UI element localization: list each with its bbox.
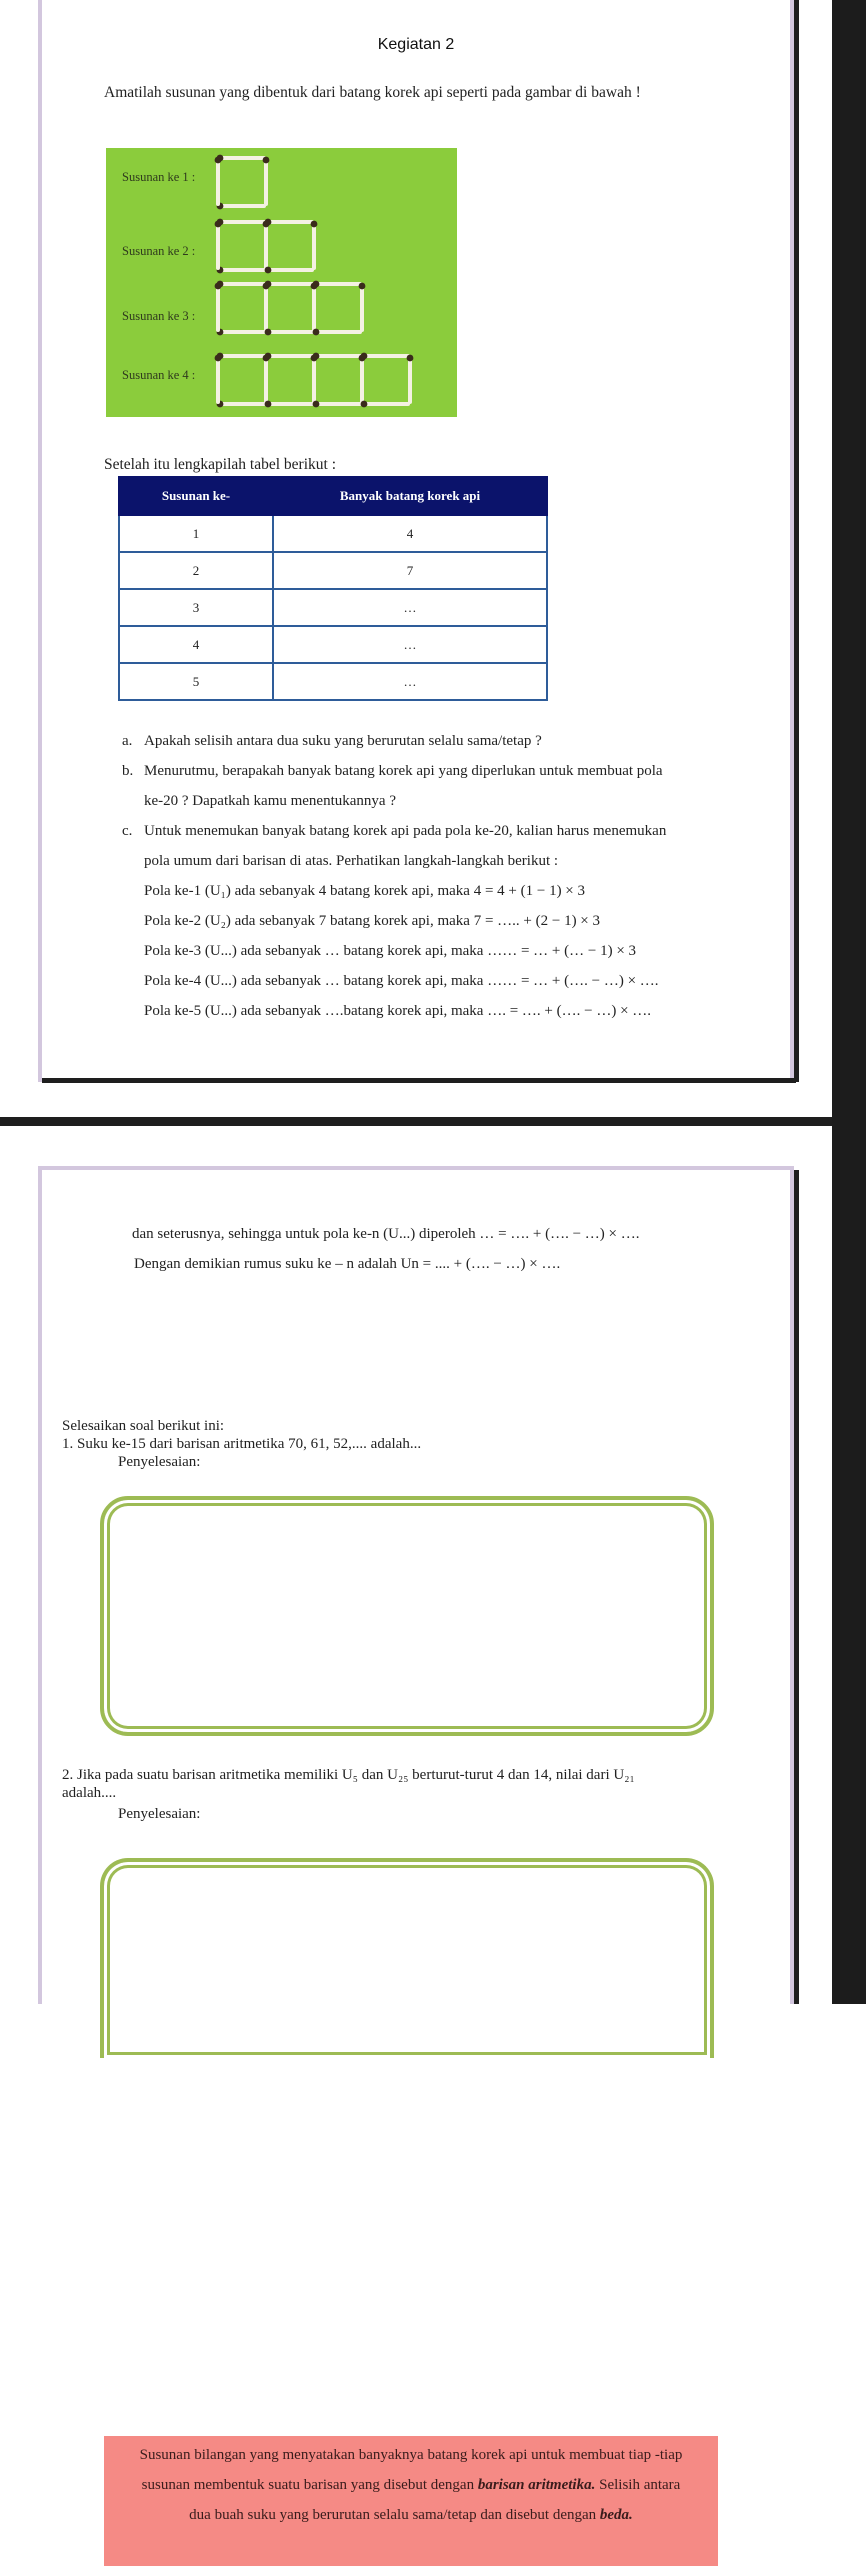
match-head xyxy=(215,283,222,290)
question-letter: c. xyxy=(122,823,133,839)
definition-text xyxy=(104,2470,718,2500)
match-head xyxy=(265,401,272,408)
match-head xyxy=(311,221,318,228)
question-list xyxy=(108,726,788,1026)
definition-text-part: Selisih antara xyxy=(595,2477,681,2493)
right-dark-bar xyxy=(832,0,866,2004)
match-head xyxy=(215,221,222,228)
match-head xyxy=(361,353,368,360)
page-1 xyxy=(38,0,794,1082)
question-text: Apakah selisih antara dua suku yang berurutan selalu sama/tetap ? xyxy=(144,733,542,749)
cell-susunan: 3 xyxy=(119,589,273,626)
soal-2: 2. Jika pada suatu barisan aritmetika memiliki U₅ dan U₂₅ berturut-turut 4 dan 14, nilai dari U₂₁ xyxy=(62,1767,635,1783)
matchstick-row-4 xyxy=(215,353,414,408)
pola-line: Pola ke-5 (U...) ada sebanyak ….batang korek api, maka …. = …. + (…. − …) × …. xyxy=(144,1003,652,1019)
match-head xyxy=(313,353,320,360)
soal-1: 1. Suku ke-15 dari barisan aritmetika 70, 61, 52,.... adalah... xyxy=(62,1436,422,1452)
term-barisan-aritmetika: barisan aritmetika. xyxy=(477,2477,596,2493)
answer-box-1[interactable] xyxy=(100,1496,714,1736)
cell-susunan: 2 xyxy=(119,552,273,589)
formula-line: Dengan demikian rumus suku ke – n adalah Un = .... + (…. − …) × …. xyxy=(134,1256,561,1272)
table-row xyxy=(119,626,547,663)
table-row xyxy=(119,515,547,552)
matchstick-drawing xyxy=(106,148,457,417)
question-text: Menurutmu, berapakah banyak batang korek api yang diperlukan untuk membuat pola xyxy=(144,763,663,779)
table-row xyxy=(119,589,547,626)
term-beda: beda. xyxy=(599,2507,633,2523)
cell-banyak: 7 xyxy=(273,552,547,589)
pola-line: Pola ke-3 (U...) ada sebanyak … batang korek api, maka …… = … + (… − 1) × 3 xyxy=(144,943,637,959)
cell-banyak: … xyxy=(273,626,547,663)
cell-banyak: … xyxy=(273,589,547,626)
match-head xyxy=(313,329,320,336)
question-letter: b. xyxy=(122,763,134,779)
table-caption: Setelah itu lengkapilah tabel berikut : xyxy=(104,456,337,473)
question-text: Untuk menemukan banyak batang korek api pada pola ke-20, kalian harus menemukan xyxy=(144,823,667,839)
page-2 xyxy=(38,1166,794,2523)
match-head xyxy=(265,353,272,360)
question-text: pola umum dari barisan di atas. Perhatikan langkah-langkah berikut : xyxy=(144,853,559,869)
match-head xyxy=(313,401,320,408)
match-head xyxy=(265,267,272,274)
table-row xyxy=(119,552,547,589)
penyelesaian-label-1: Penyelesaian: xyxy=(118,1454,201,1470)
matchstick-row-3 xyxy=(215,281,366,336)
match-head xyxy=(263,157,270,164)
match-head xyxy=(361,401,368,408)
cell-susunan: 5 xyxy=(119,663,273,700)
pola-line: Pola ke-1 (U₁) ada sebanyak 4 batang korek api, maka 4 = 4 + (1 − 1) × 3 xyxy=(144,883,586,899)
match-head xyxy=(359,283,366,290)
page-shadow xyxy=(42,1078,796,1083)
page-shadow xyxy=(794,1170,799,2004)
page-gap xyxy=(0,1117,832,1126)
intro-text: Amatilah susunan yang dibentuk dari batang korek api seperti pada gambar di bawah ! xyxy=(104,84,641,101)
match-head xyxy=(215,355,222,362)
pola-line: Pola ke-2 (U₂) ada sebanyak 7 batang korek api, maka 7 = ….. + (2 − 1) × 3 xyxy=(144,913,601,929)
question-text: ke-20 ? Dapatkah kamu menentukannya ? xyxy=(144,793,396,809)
table-header-susunan: Susunan ke- xyxy=(119,477,273,515)
definition-text-part: dua buah suku yang berurutan selalu sama/tetap dan disebut dengan xyxy=(189,2507,600,2523)
cell-susunan: 1 xyxy=(119,515,273,552)
question-b xyxy=(108,756,788,816)
figure-label-1: Susunan ke 1 : xyxy=(122,170,196,184)
match-head xyxy=(265,329,272,336)
question-a xyxy=(108,726,788,756)
cell-banyak: 4 xyxy=(273,515,547,552)
matchstick-figure xyxy=(106,148,457,417)
match-head xyxy=(313,281,320,288)
penyelesaian-label-2: Penyelesaian: xyxy=(118,1806,201,1822)
matchstick-row-1 xyxy=(215,155,270,210)
match-head xyxy=(215,157,222,164)
match-head xyxy=(407,355,414,362)
cell-banyak: … xyxy=(273,663,547,700)
table-header-banyak: Banyak batang korek api xyxy=(273,477,547,515)
continuation-line: dan seterusnya, sehingga untuk pola ke-n (U...) diperoleh … = …. + (…. − …) × …. xyxy=(132,1226,640,1242)
match-head xyxy=(265,219,272,226)
cell-susunan: 4 xyxy=(119,626,273,663)
question-letter: a. xyxy=(122,733,133,749)
table-row xyxy=(119,663,547,700)
matchstick-row-2 xyxy=(215,219,318,274)
definition-text: Susunan bilangan yang menyatakan banyaknya batang korek api untuk membuat tiap -tiap xyxy=(139,2447,683,2463)
figure-label-2: Susunan ke 2 : xyxy=(122,244,196,258)
data-table xyxy=(118,476,548,701)
page-shadow xyxy=(794,0,799,1082)
question-c xyxy=(108,816,788,1026)
figure-label-3: Susunan ke 3 : xyxy=(122,309,196,323)
figure-label-4: Susunan ke 4 : xyxy=(122,368,196,382)
definition-text-part: susunan membentuk suatu barisan yang disebut dengan xyxy=(141,2477,478,2493)
soal-2-cont: adalah.... xyxy=(62,1785,117,1801)
pola-line: Pola ke-4 (U...) ada sebanyak … batang korek api, maka …… = … + (…. − …) × …. xyxy=(144,973,659,989)
definition-text xyxy=(104,2500,718,2530)
answer-box-2[interactable] xyxy=(100,1858,714,2058)
definition-box xyxy=(104,2436,718,2566)
match-head xyxy=(265,281,272,288)
soal-intro: Selesaikan soal berikut ini: xyxy=(62,1418,225,1434)
page-title: Kegiatan 2 xyxy=(377,36,455,53)
